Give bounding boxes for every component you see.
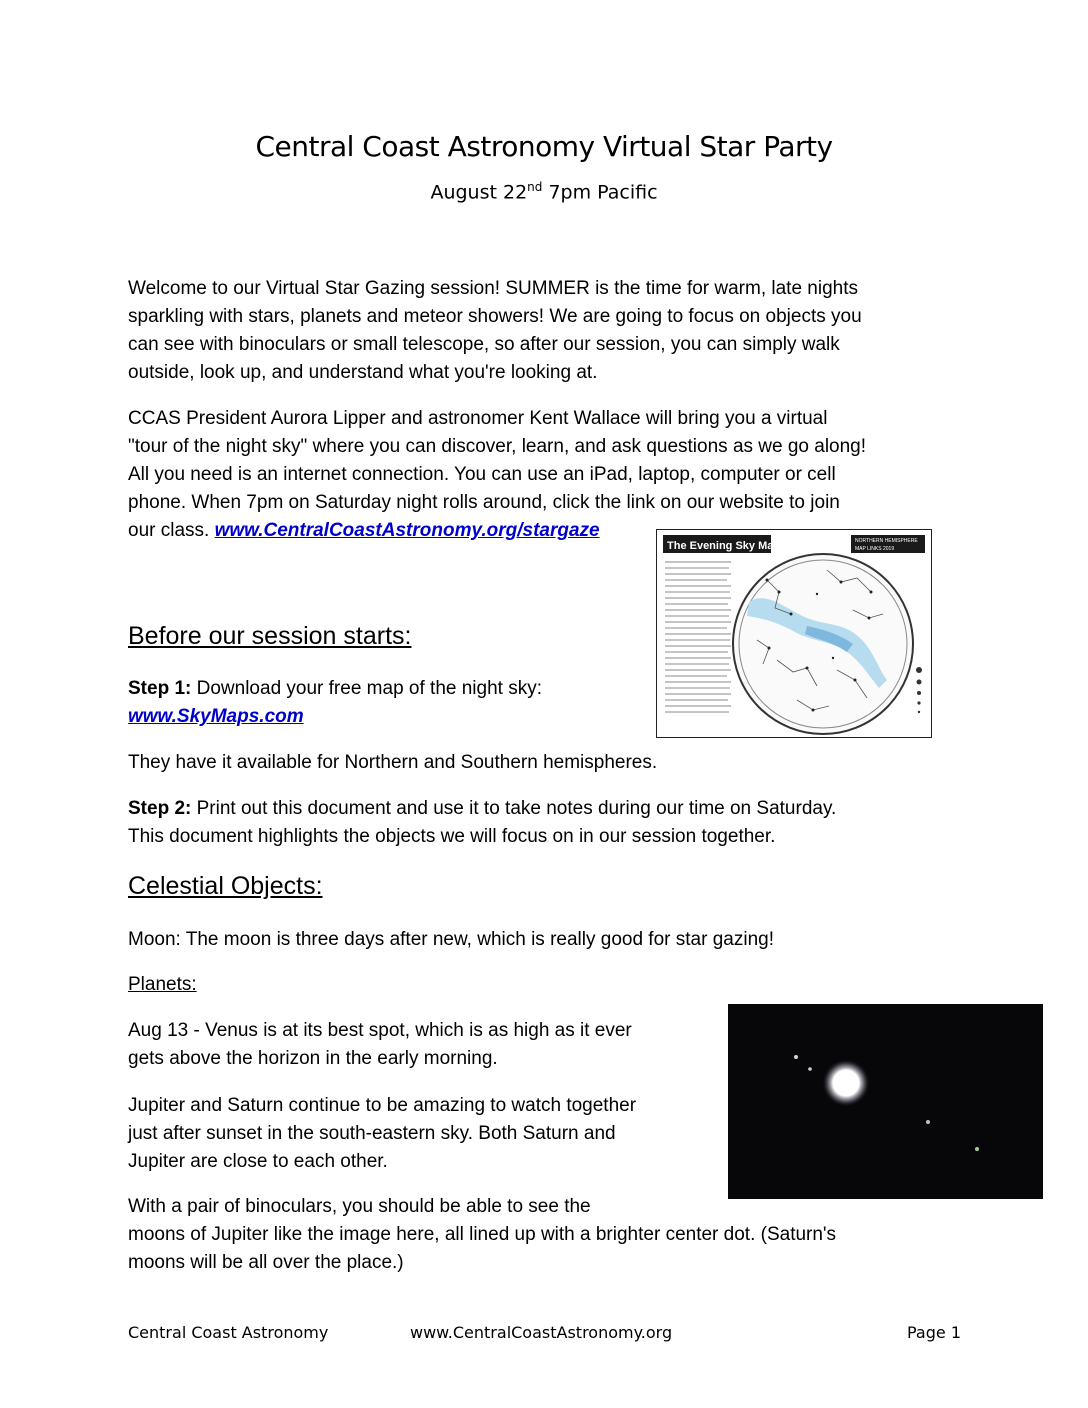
text-line: With a pair of binoculars, you should be able to see the [128, 1196, 591, 1217]
moon-dot [926, 1120, 930, 1124]
evening-sky-map-image [656, 529, 932, 738]
text-line: Welcome to our Virtual Star Gazing session! SUMMER is the time for warm, late nights [128, 278, 859, 299]
jupiter-moons-graphic [728, 1004, 1043, 1199]
step-1-label: Step 1: [128, 678, 192, 699]
text-line: "tour of the night sky" where you can discover, learn, and ask questions as we go along! [128, 436, 867, 457]
text-line: phone. When 7pm on Saturday night rolls around, click the link on our website to join [128, 492, 840, 513]
venus-paragraph [128, 1017, 632, 1073]
date-suffix: 7pm Pacific [542, 181, 658, 204]
moon-note: Moon: The moon is three days after new, which is really good for star gazing! [128, 929, 774, 950]
text-line: CCAS President Aurora Lipper and astronomer Kent Wallace will bring you a virtual [128, 408, 828, 429]
text-line: can see with binoculars or small telescope, so after our session, you can simply walk [128, 334, 840, 355]
text-line: sparkling with stars, planets and meteor showers! We are going to focus on objects you [128, 306, 862, 327]
date-prefix: August 22 [430, 181, 528, 204]
planets-label: Planets: [128, 974, 197, 995]
text-line: Jupiter are close to each other. [128, 1151, 388, 1172]
celestial-objects-heading: Celestial Objects: [128, 872, 323, 900]
skymaps-link[interactable]: www.SkyMaps.com [128, 706, 304, 727]
text-line [128, 675, 542, 703]
text-line [128, 703, 542, 731]
text-line: Jupiter and Saturn continue to be amazing to watch together [128, 1095, 637, 1116]
text-line: gets above the horizon in the early morning. [128, 1048, 498, 1069]
step-2-label: Step 2: [128, 798, 192, 819]
hemispheres-note: They have it available for Northern and Southern hemispheres. [128, 752, 658, 773]
date-superscript: nd [527, 180, 543, 194]
footer-organization: Central Coast Astronomy [128, 1323, 329, 1342]
step-1 [128, 675, 542, 731]
text-line: outside, look up, and understand what you're looking at. [128, 362, 598, 383]
document-title: Central Coast Astronomy Virtual Star Party [255, 130, 833, 163]
text-fragment: our class. [128, 520, 215, 541]
footer-website: www.CentralCoastAstronomy.org [410, 1323, 673, 1342]
sky-map-badge-line1: NORTHERN HEMISPHERE [855, 538, 918, 544]
jupiter-moons-photo [728, 1004, 1043, 1199]
step-1-text: Download your free map of the night sky: [191, 678, 542, 699]
event-date [0, 180, 1088, 203]
sky-map-graphic [657, 530, 931, 737]
sky-map-badge-line2: MAP LINKS 2019 [855, 546, 895, 552]
moon-dot [975, 1147, 979, 1151]
step-2-text: Print out this document and use it to take notes during our time on Saturday. [191, 798, 837, 819]
text-line: moons of Jupiter like the image here, all lined up with a brighter center dot. (Saturn's [128, 1224, 837, 1245]
text-line: This document highlights the objects we will focus on in our session together. [128, 826, 776, 847]
step-2 [128, 795, 836, 851]
text-line: Aug 13 - Venus is at its best spot, which is as high as it ever [128, 1020, 632, 1041]
stargaze-link[interactable]: www.CentralCoastAstronomy.org/stargaze [214, 520, 600, 541]
text-line: moons will be all over the place.) [128, 1252, 404, 1273]
text-line [128, 795, 836, 823]
intro-paragraph-2 [128, 405, 866, 545]
sky-map-title: The Evening Sky Map [667, 540, 781, 552]
text-line: All you need is an internet connection. You can use an iPad, laptop, computer or cell [128, 464, 836, 485]
jupiter-saturn-paragraph [128, 1092, 636, 1176]
binoculars-paragraph [128, 1193, 836, 1277]
before-session-heading: Before our session starts: [128, 622, 412, 650]
moon-dot [808, 1067, 812, 1071]
moon-dot [794, 1055, 798, 1059]
text-line: just after sunset in the south-eastern sky. Both Saturn and [128, 1123, 616, 1144]
intro-paragraph-1 [128, 275, 862, 387]
footer-page-number: Page 1 [907, 1323, 961, 1342]
